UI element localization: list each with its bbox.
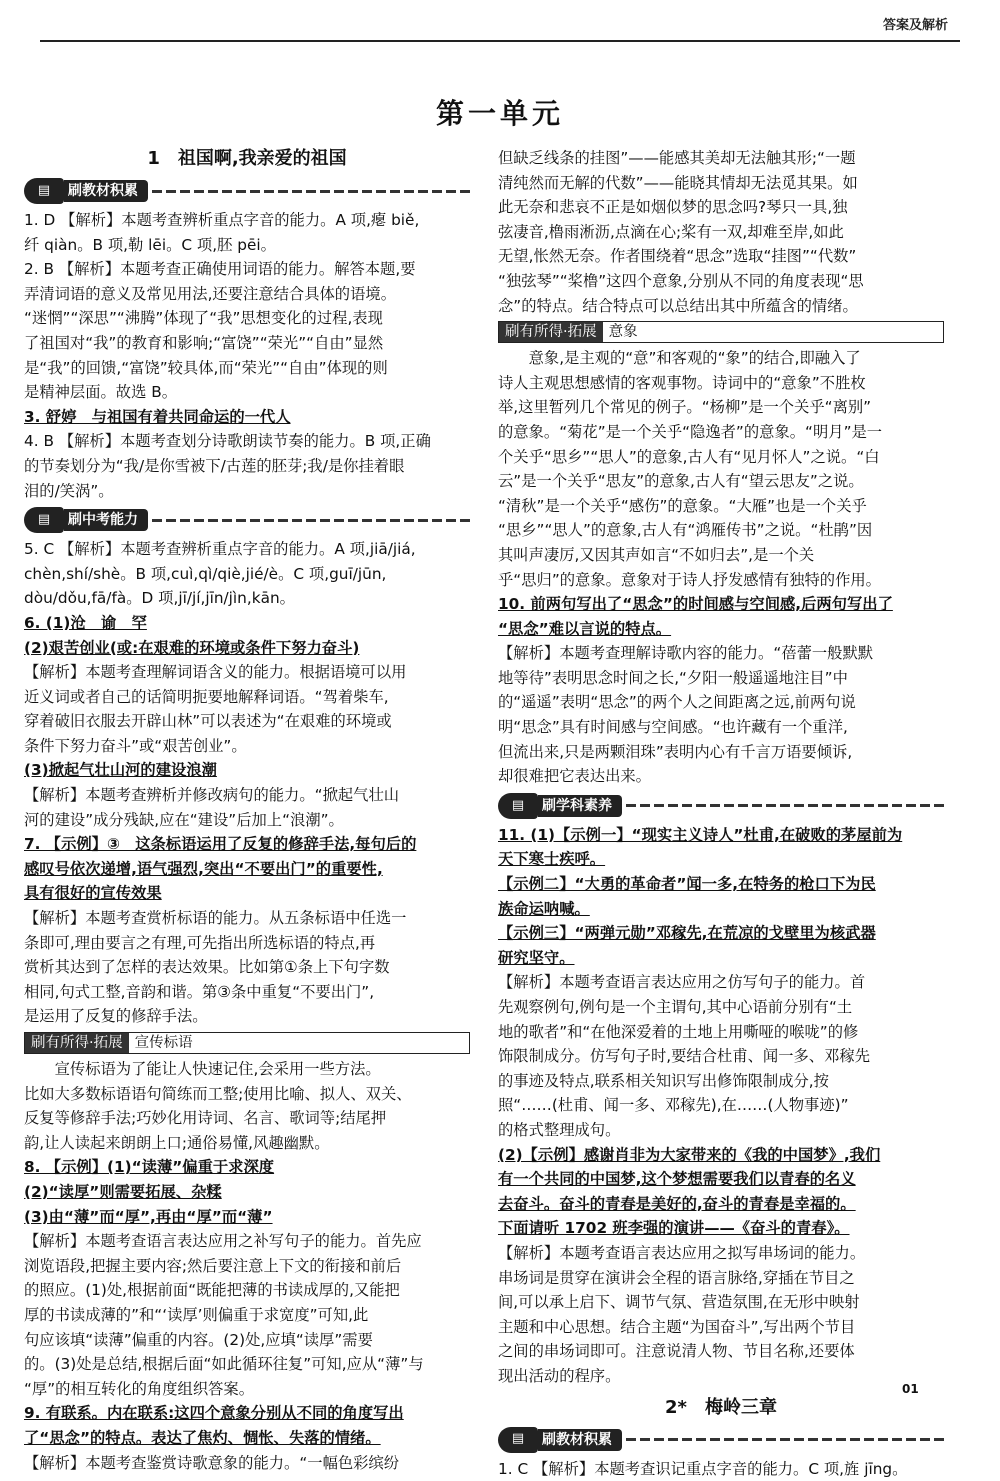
answer-line: (3)掀起气壮山河的建设浪潮 [24, 758, 470, 783]
answer-line: 具有很好的宣传效果 [24, 881, 470, 906]
right-column [498, 146, 944, 1481]
answer-line: 了祖国对“我”的教育和影响;“富饶”“荣光”“自由”显然 [24, 331, 470, 356]
answer-line: “独弦琴”“桨橹”这四个意象,分别从不同的角度表现“思 [498, 269, 944, 294]
answer-line: 串场词是贯穿在演讲会全程的语言脉络,穿插在节目之 [498, 1266, 944, 1291]
answer-line: 研究坚守。 [498, 946, 944, 971]
answer-line: (3)由“薄”而“厚”,再由“厚”而“薄” [24, 1205, 470, 1230]
extension-body [24, 1057, 470, 1155]
book-icon: ▤ [24, 507, 64, 533]
banner-label: 刷教材积累 [538, 1429, 622, 1451]
answer-line: 【解析】本题考查语言表达应用之拟写串场词的能力。 [498, 1241, 944, 1266]
answer-line: 浏览语段,把握主要内容;然后要注意上下文的衔接和前后 [24, 1254, 470, 1279]
extension-line: “思乡”“思人”的意象,古人有“鸿雁传书”之说。“杜鹃”因 [498, 518, 944, 543]
extension-key: 刷有所得·拓展 [499, 322, 603, 342]
book-icon: ▤ [24, 178, 64, 204]
extension-box-head [498, 321, 944, 343]
answer-block [24, 1155, 470, 1475]
answer-line: 清纯然而无解的代数”——能晓其情却无法觅其果。如 [498, 171, 944, 196]
answer-line: 10. 前两句写出了“思念”的时间感与空间感,后两句写出了 [498, 592, 944, 617]
header-tag: 答案及解析 [883, 14, 948, 33]
book-icon: ▤ [498, 1427, 538, 1453]
answer-line: 却很难把它表达出来。 [498, 764, 944, 789]
answer-line: 先观察例句,例句是一个主谓句,其中心语前分别有“土 [498, 995, 944, 1020]
answer-line: 【解析】本题考查鉴赏诗歌意象的能力。“一幅色彩缤纷 [24, 1451, 470, 1476]
answer-line: 5. C 【解析】本题考查辨析重点字音的能力。A 项,jiā/jiá, [24, 537, 470, 562]
section-banner [498, 1427, 944, 1453]
answer-line: 下面请听 1702 班李强的演讲——《奋斗的青春》。 [498, 1216, 944, 1241]
extension-box-head [24, 1032, 470, 1054]
extension-topic: 宣传标语 [129, 1033, 199, 1053]
section-banner [24, 178, 470, 204]
lesson-title: 2* 梅岭三章 [498, 1395, 944, 1421]
answer-line: 弦凄音,橹雨淅沥,点滴在心;桨有一双,却难至岸,如此 [498, 220, 944, 245]
answer-line: 9. 有联系。内在联系:这四个意象分别从不同的角度写出 [24, 1401, 470, 1426]
section-banner [498, 793, 944, 819]
answer-block [498, 823, 944, 1389]
answer-line: 7. 【示例】③ 这条标语运用了反复的修辞手法,每句后的 [24, 832, 470, 857]
extension-line: 的意象。“菊花”是一个关乎“隐逸者”的意象。“明月”是一 [498, 420, 944, 445]
answer-line: 此无奈和悲哀不正是如烟似梦的思念吗?琴只一具,独 [498, 195, 944, 220]
extension-line: 韵,让人读起来朗朗上口;通俗易懂,风趣幽默。 [24, 1131, 470, 1156]
answer-line: 但缺乏线条的挂图”——能感其美却无法触其形;“一题 [498, 146, 944, 171]
answer-line: 【示例三】“两弹元勋”邓稼先,在荒凉的戈壁里为核武器 [498, 921, 944, 946]
banner-stripe [152, 519, 470, 522]
answer-line: (2)【示例】感谢肖非为大家带来的《我的中国梦》,我们 [498, 1143, 944, 1168]
answer-line: 现出活动的程序。 [498, 1364, 944, 1389]
page-number: 01 [902, 1382, 919, 1396]
extension-line: 个关乎“思乡”“思人”的意象,古人有“见月怀人”之说。“白 [498, 445, 944, 470]
section-banner [24, 507, 470, 533]
answer-line: 但流出来,只是两颗泪珠”表明内心有千言万语要倾诉, [498, 740, 944, 765]
banner-label: 刷学科素养 [538, 795, 622, 817]
left-column [24, 146, 470, 1475]
answer-line: chèn,shí/shè。B 项,cuì,qì/qiè,jié/è。C 项,guī/jūn, [24, 562, 470, 587]
extension-line: 宣传标语为了能让人快速记住,会采用一些方法。 [24, 1057, 470, 1082]
answer-line: 去奋斗。奋斗的青春是美好的,奋斗的青春是幸福的。 [498, 1192, 944, 1217]
answer-line: 族命运呐喊。 [498, 897, 944, 922]
answer-line: 感叹号依次递增,语气强烈,突出“不要出门”的重要性, [24, 857, 470, 882]
answer-line: “思念”难以言说的特点。 [498, 617, 944, 642]
answer-line: 句应该填“读薄”偏重的内容。(2)处,应填“读厚”需要 [24, 1328, 470, 1353]
extension-line: 诗人主观思想感情的客观事物。诗词中的“意象”不胜枚 [498, 371, 944, 396]
extension-line: 其叫声凄厉,又因其声如言“不如归去”,是一个关 [498, 543, 944, 568]
banner-stripe [626, 1438, 944, 1441]
answer-line: dòu/dǒu,fā/fà。D 项,jī/jí,jīn/jìn,kān。 [24, 586, 470, 611]
answer-line: 照“……(杜甫、闻一多、邓稼先),在……(人物事迹)” [498, 1093, 944, 1118]
answer-line: 相同,句式工整,音韵和谐。第③条中重复“不要出门”, [24, 980, 470, 1005]
answer-line: 间,可以承上启下、调节气氛、营造氛围,在无形中映射 [498, 1290, 944, 1315]
answer-line: 天下寒士疾呼。 [498, 847, 944, 872]
answer-line: 的事迹及特点,联系相关知识写出修饰限制成分,按 [498, 1069, 944, 1094]
answer-line: 地的歌者”和“在他深爱着的土地上用嘶哑的喉咙”的修 [498, 1020, 944, 1045]
extension-body [498, 346, 944, 789]
answer-line: “厚”的相互转化的角度组织答案。 [24, 1377, 470, 1402]
extension-line: 云”是一个关乎“思友”的意象,古人有“望云思友”之说。 [498, 469, 944, 494]
extension-topic: 意象 [603, 322, 644, 342]
answer-line: 【解析】本题考查语言表达应用之补写句子的能力。首先应 [24, 1229, 470, 1254]
answer-line: 8. 【示例】(1)“读薄”偏重于求深度 [24, 1155, 470, 1180]
answer-line: 是精神层面。故选 B。 [24, 380, 470, 405]
answer-line: 2. B 【解析】本题考查正确使用词语的能力。解答本题,要 [24, 257, 470, 282]
answer-line: 明“思念”具有时间感与空间感。“也许藏有一个重洋, [498, 715, 944, 740]
answer-line: 泪的/笑涡”。 [24, 479, 470, 504]
answer-line: 的“遥遥”表明“思念”的两个人之间距离之远,前两句说 [498, 690, 944, 715]
answer-line: 厚的书读成薄的”和“‘读厚’则偏重于求宽度”可知,此 [24, 1303, 470, 1328]
extension-line: “清秋”是一个关乎“感伤”的意象。“大雁”也是一个关乎 [498, 494, 944, 519]
extension-line: 乎“思归”的意象。意象对于诗人抒发感情有独特的作用。 [498, 568, 944, 593]
book-icon: ▤ [498, 793, 538, 819]
answer-line: 条即可,理由要言之有理,可先指出所选标语的特点,再 [24, 931, 470, 956]
header-rule [40, 40, 960, 42]
answer-line: 念”的特点。结合特点可以总结出其中所蕴含的情绪。 [498, 294, 944, 319]
answer-line: 6. (1)沧 谕 罕 [24, 611, 470, 636]
answer-line: 是运用了反复的修辞手法。 [24, 1004, 470, 1029]
answer-line: 1. C 【解析】本题考查识记重点字音的能力。C 项,旌 jīng。 [498, 1457, 944, 1481]
answer-line: (2)“读厚”则需要拓展、杂糅 [24, 1180, 470, 1205]
answer-block [498, 146, 944, 318]
answer-line: (2)艰苦创业(或:在艰难的环境或条件下努力奋斗) [24, 636, 470, 661]
answer-line: 的节奏划分为“我/是你雪被下/古莲的胚芽;我/是你挂着眼 [24, 454, 470, 479]
unit-title: 第一单元 [0, 92, 1000, 132]
answer-line: 了“思念”的特点。表达了焦灼、惆怅、失落的情绪。 [24, 1426, 470, 1451]
answer-line: 是“我”的回馈,“富饶”较具体,而“荣光”“自由”体现的则 [24, 356, 470, 381]
extension-line: 举,这里暂列几个常见的例子。“杨柳”是一个关乎“离别” [498, 395, 944, 420]
answer-line: 赏析其达到了怎样的表达效果。比如第①条上下句字数 [24, 955, 470, 980]
extension-line: 比如大多数标语语句简练而工整;使用比喻、拟人、双关、 [24, 1082, 470, 1107]
answer-line: “迷惘”“深思”“沸腾”体现了“我”思想变化的过程,表现 [24, 306, 470, 331]
answer-line: 地等待”表明思念时间之长,“夕阳一般遥遥地注目”中 [498, 666, 944, 691]
answer-block [498, 1457, 944, 1481]
answer-line: 【解析】本题考查语言表达应用之仿写句子的能力。首 [498, 970, 944, 995]
answer-line: 4. B 【解析】本题考查划分诗歌朗读节奏的能力。B 项,正确 [24, 429, 470, 454]
answer-line: 主题和中心思想。结合主题“为国奋斗”,写出两个节目 [498, 1315, 944, 1340]
answer-line: 【解析】本题考查理解词语含义的能力。根据语境可以用 [24, 660, 470, 685]
extension-line: 反复等修辞手法;巧妙化用诗词、名言、歌词等;结尾押 [24, 1106, 470, 1131]
answer-block [24, 208, 470, 503]
extension-key: 刷有所得·拓展 [25, 1033, 129, 1053]
answer-line: 纤 qiàn。B 项,勒 lēi。C 项,胚 pēi。 [24, 233, 470, 258]
answer-line: 无望,怅然无奈。作者围绕着“思念”选取“挂图”“代数” [498, 244, 944, 269]
answer-line: 【解析】本题考查赏析标语的能力。从五条标语中任选一 [24, 906, 470, 931]
answer-line: 弄清词语的意义及常见用法,还要注意结合具体的语境。 [24, 282, 470, 307]
lesson-title: 1 祖国啊,我亲爱的祖国 [24, 146, 470, 172]
answer-line: 河的建设”成分残缺,应在“建设”后加上“浪潮”。 [24, 808, 470, 833]
answer-line: 3. 舒婷 与祖国有着共同命运的一代人 [24, 405, 470, 430]
answer-line: 的。(3)处是总结,根据后面“如此循环往复”可知,应从“薄”与 [24, 1352, 470, 1377]
answer-line: 条件下努力奋斗”或“艰苦创业”。 [24, 734, 470, 759]
banner-stripe [152, 190, 470, 193]
answer-line: 【解析】本题考查理解诗歌内容的能力。“蓓蕾一般默默 [498, 641, 944, 666]
extension-line: 意象,是主观的“意”和客观的“象”的结合,即融入了 [498, 346, 944, 371]
answer-line: 的格式整理成句。 [498, 1118, 944, 1143]
banner-label: 刷教材积累 [64, 180, 148, 202]
answer-line: 饰限制成分。仿写句子时,要结合杜甫、闻一多、邓稼先 [498, 1044, 944, 1069]
answer-line: 之间的串场词即可。注意说清人物、节目名称,还要体 [498, 1339, 944, 1364]
banner-stripe [626, 804, 944, 807]
answer-line: 穿着破旧衣服去开辟山林”可以表述为“在艰难的环境或 [24, 709, 470, 734]
answer-block [24, 537, 470, 1029]
banner-label: 刷中考能力 [64, 509, 148, 531]
answer-line: 近义词或者自己的话简明扼要地解释词语。“驾着柴车, [24, 685, 470, 710]
answer-line: 【示例二】“大勇的革命者”闻一多,在特务的枪口下为民 [498, 872, 944, 897]
answer-line: 1. D 【解析】本题考查辨析重点字音的能力。A 项,瘪 biě, [24, 208, 470, 233]
answer-line: 【解析】本题考查辨析并修改病句的能力。“掀起气壮山 [24, 783, 470, 808]
answer-line: 的照应。(1)处,根据前面“既能把薄的书读成厚的,又能把 [24, 1278, 470, 1303]
answer-line: 11. (1)【示例一】“现实主义诗人”杜甫,在破败的茅屋前为 [498, 823, 944, 848]
answer-line: 有一个共同的中国梦,这个梦想需要我们以青春的名义 [498, 1167, 944, 1192]
